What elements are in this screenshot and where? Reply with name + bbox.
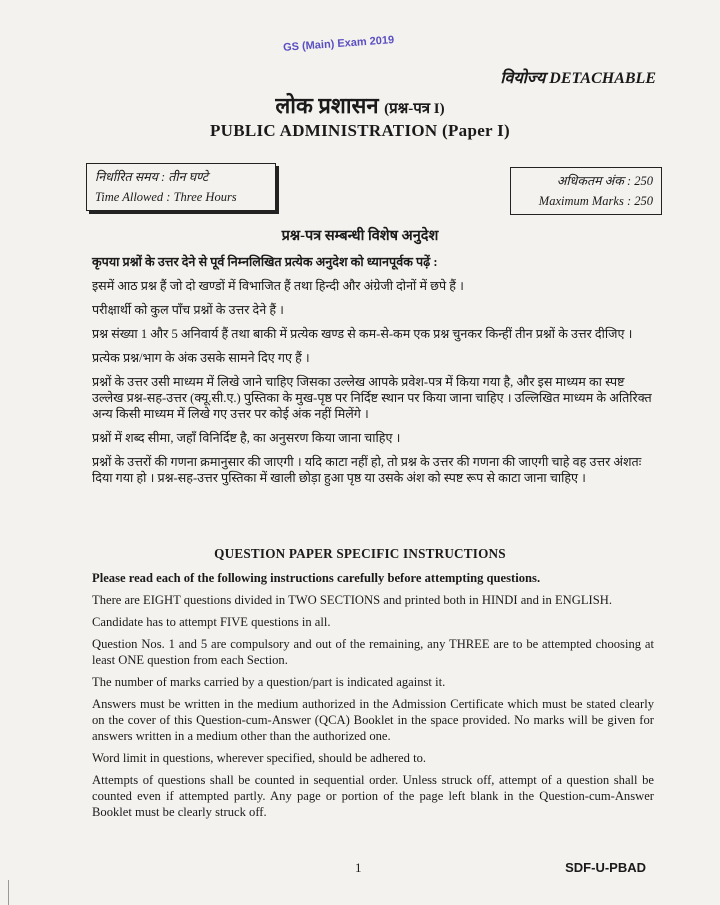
instruction-english-3: Question Nos. 1 and 5 are compulsory and out of the remaining, any THREE are to be attempted choosing at least ONE question from each Section. bbox=[92, 637, 654, 667]
instruction-english-6: Word limit in questions, wherever specified, should be adhered to. bbox=[92, 751, 427, 765]
title-hindi-sub: (प्रश्न-पत्र I) bbox=[384, 101, 445, 117]
title-hindi-main: लोक प्रशासन bbox=[275, 93, 379, 118]
title-hindi bbox=[0, 90, 720, 120]
exam-stamp: GS (Main) Exam 2019 bbox=[282, 34, 395, 54]
instruction-hindi-4: प्रत्येक प्रश्न/भाग के अंक उसके सामने दिए गए हैं । bbox=[92, 351, 310, 365]
instruction-hindi-2: परीक्षार्थी को कुल पाँच प्रश्नों के उत्तर देने हैं । bbox=[92, 303, 284, 317]
maximum-marks-hindi: अधिकतम अंक : 250 bbox=[556, 174, 653, 188]
maximum-marks-english: Maximum Marks : 250 bbox=[538, 194, 653, 208]
title-english: PUBLIC ADMINISTRATION (Paper I) bbox=[209, 121, 511, 140]
maximum-marks-box bbox=[510, 167, 662, 215]
detachable-label: वियोज्य DETACHABLE bbox=[500, 70, 656, 87]
instruction-english-1: There are EIGHT questions divided in TWO SECTIONS and printed both in HINDI and in ENGLISH. bbox=[92, 593, 612, 607]
scan-edge-line bbox=[8, 880, 9, 905]
instruction-english-4: The number of marks carried by a question/part is indicated against it. bbox=[92, 675, 446, 689]
time-allowed-box bbox=[86, 163, 276, 211]
instruction-english-5: Answers must be written in the medium authorized in the Admission Certificate which must be stated clearly on the cover of this Question-cum-Answer (QCA) Booklet in the space provided. No marks will be given for answers written in a medium other than the authorized one. bbox=[92, 697, 654, 743]
instructions-heading-english: QUESTION PAPER SPECIFIC INSTRUCTIONS bbox=[214, 546, 506, 561]
instruction-hindi-5: प्रश्नों के उत्तर उसी माध्यम में लिखे जाने चाहिए जिसका उल्लेख आपके प्रवेश-पत्र में किया गया है, और इस माध्यम का स्पष्ट उल्लेख प्रश्न-सह-उत्तर (क्यू.सी.ए.) पुस्तिका के मुख-पृष्ठ पर निर्दिष्ट स्थान पर किया जाना चाहिए । उल्लिखित माध्यम के अतिरिक्त अन्य किसी माध्यम में लिखे गए उत्तर पर कोई अंक नहीं मिलेंगे । bbox=[92, 375, 652, 421]
instruction-hindi-6: प्रश्नों में शब्द सीमा, जहाँ विनिर्दिष्ट है, का अनुसरण किया जाना चाहिए । bbox=[92, 431, 401, 445]
time-allowed-english: Time Allowed : Three Hours bbox=[95, 190, 237, 204]
page-number: 1 bbox=[355, 860, 362, 875]
instructions-heading-hindi: प्रश्न-पत्र सम्बन्धी विशेष अनुदेश bbox=[281, 228, 439, 244]
instructions-english bbox=[92, 570, 654, 826]
instruction-hindi-3: प्रश्न संख्या 1 और 5 अनिवार्य हैं तथा बाकी में प्रत्येक खण्ड से कम-से-कम एक प्रश्न चुनकर किन्हीं तीन प्रश्नों के उत्तर दीजिए । bbox=[92, 327, 633, 341]
paper-code: SDF-U-PBAD bbox=[565, 860, 646, 875]
instruction-english-7: Attempts of questions shall be counted in sequential order. Unless struck off, attempt of a question shall be counted even if attempted partly. Any page or portion of the page left blank in the Question-cum-Answer Booklet must be clearly struck off. bbox=[92, 773, 654, 819]
instruction-lead-hindi: कृपया प्रश्नों के उत्तर देने से पूर्व निम्नलिखित प्रत्येक अनुदेश को ध्यानपूर्वक पढ़ें : bbox=[92, 255, 438, 269]
instructions-hindi bbox=[92, 254, 654, 494]
instruction-lead-english: Please read each of the following instructions carefully before attempting questions. bbox=[92, 571, 541, 585]
instruction-hindi-7: प्रश्नों के उत्तरों की गणना क्रमानुसार की जाएगी । यदि काटा नहीं हो, तो प्रश्न के उत्तर की गणना की जाएगी चाहे वह उत्तर अंशतः दिया गया हो । प्रश्न-सह-उत्तर पुस्तिका में खाली छोड़ा हुआ पृष्ठ या उसके अंश को स्पष्ट रूप से काटा जाना चाहिए । bbox=[92, 455, 642, 485]
time-allowed-hindi: निर्धारित समय : तीन घण्टे bbox=[95, 170, 209, 184]
instruction-hindi-1: इसमें आठ प्रश्न हैं जो दो खण्डों में विभाजित हैं तथा हिन्दी और अंग्रेजी दोनों में छपे हैं । bbox=[92, 279, 464, 293]
instruction-english-2: Candidate has to attempt FIVE questions in all. bbox=[92, 615, 331, 629]
